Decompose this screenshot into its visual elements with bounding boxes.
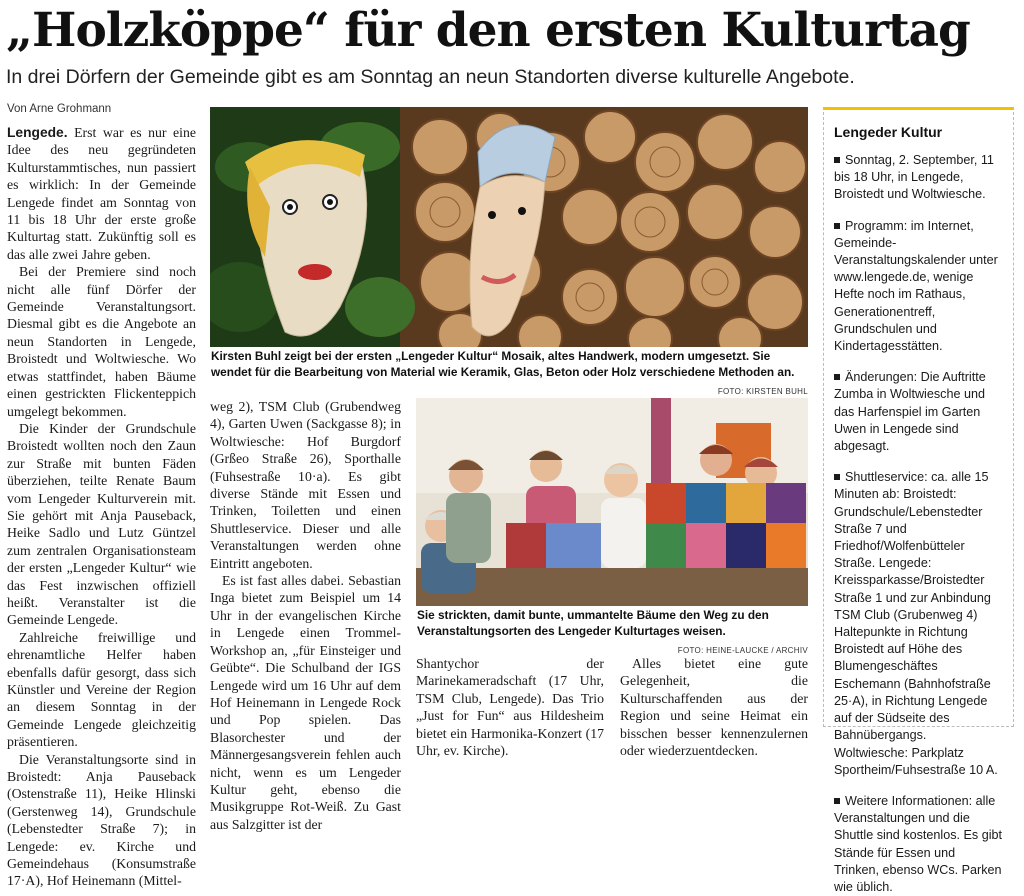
square-bullet-icon (834, 798, 840, 804)
square-bullet-icon (834, 374, 840, 380)
info-box-item: Weitere Informationen: alle Veranstaltungen und die Shuttle sind kostenlos. Es gibt Stände für Essen und Trinken, ebenso WCs. Parken wie üblich. (834, 793, 1003, 894)
lead-word: Lengede. (7, 125, 68, 140)
knitting-photo (416, 398, 808, 606)
article-paragraph: Lengede. Erst war es nur eine Idee des neu gegründeten Kulturstammtisches, nun passiert es wirklich: In der Gemeinde Lengede findet am Sonntag von 11 bis 18 Uhr der erste große Kulturtag statt. Zukünftig soll es das alle zwei Jahre geben. (7, 125, 196, 262)
knitting-photo-credit: FOTO: HEINE-LAUCKE / ARCHIV (677, 646, 808, 655)
article-paragraph: Alles bietet eine gute Gelegenheit, die Kulturschaffenden aus der Region und seine Heimat ein bisschen besser kennenzulernen oder wiederzuentdecken. (620, 656, 808, 759)
article-column-2 (210, 398, 401, 833)
byline: Von Arne Grohmann (7, 103, 112, 115)
square-bullet-icon (834, 474, 840, 480)
info-box (823, 107, 1014, 894)
article-paragraph: Die Veranstaltungsorte sind in Broistedt: Anja Pauseback (Ostenstraße 11), Heike Hlinski (Gerstenweg 14), Grundschule (Lebenstedter Straße 7); in Lengede: ev. Kirche und Gemeindehaus (Konsumstraße 17·A), Hof Heinemann (Mittel- (7, 751, 196, 889)
info-box-item: Sonntag, 2. September, 11 bis 18 Uhr, in Lengede, Broistedt und Woltwiesche. (834, 153, 994, 202)
article-paragraph: Es ist fast alles dabei. Sebastian Inga bietet zum Beispiel um 14 Uhr in der evangelischen Kirche in Lengede einen Trommel-Workshop an, „für Einsteiger und Geübte“. Die Schulband der IGS Lengede wird um 16 Uhr auf dem Hof Heinemann in Lengede Rock und Pop spielen. Das Blasorchester und der Männergesangsverein fehlen auch nicht, wenn es um Lengeder Kultur geht, ebenso die Musikgruppe Rot-Weiß. Zu Gast aus Salzgitter ist der (210, 573, 401, 832)
info-box-item: Änderungen: Die Auftritte Zumba in Woltwiesche und das Harfenspiel im Garten Uwen in Lengede sind abgesagt. (834, 370, 986, 454)
mosaic-photo-credit: FOTO: KIRSTEN BUHL (717, 387, 808, 396)
headline: „Holzköppe“ für den ersten Kulturtag (6, 3, 970, 58)
subheadline: In drei Dörfern der Gemeinde gibt es am Sonntag an neun Standorten diverse kulturelle Angebote. (6, 66, 855, 88)
knitting-photo-caption: Sie strickten, damit bunte, ummantelte Bäume den Weg zu den Veranstaltungsorten des Lengeder Kulturtages weisen. FOTO: HEINE-LAUCKE / ARCHIV (417, 608, 808, 659)
mosaic-photo-image (210, 107, 808, 347)
article-paragraph: Die Kinder der Grundschule Broistedt wollten noch den Zaun zur Straße mit bunten Fäden überziehen, teilte Renate Baum vom Lengeder Kulturverein mit. Sie gehört mit Anja Pauseback, Heike Sadlo und Lutz Güntzel zum zentralen Organisationsteam der ersten „Lengeder Kultur“ wie das Fest inzwischen offiziell heißt. Veranstalter ist die Gemeinde Lengede. (7, 420, 196, 628)
article-paragraph: weg 2), TSM Club (Grubendweg 4), Garten Uwen (Sackgasse 8); in Woltwiesche: Hof Burgdorf (Grßeo Straße 26), Sporthalle (Fuhsestraße 10·a). Es gibt diverse Stände mit Essen und Trinken, Toiletten und einen Shuttleservice. Dieser und alle Veranstaltungen werden ohne Eintritt angeboten. (210, 399, 401, 571)
article-column-4 (620, 655, 808, 759)
article-paragraph: Shantychor der Marinekameradschaft (17 Uhr, TSM Club, Lengede). Das Trio „Just for Fun“ aus Hildesheim bietet ein Harmonika-Konzert (17 Uhr, ev. Kirche). (416, 656, 604, 759)
info-box-item: Programm: im Internet, Gemeinde-Veranstaltungskalender unter www.lengede.de, wenige Hefte noch im Rathaus, Generationentreff, Grundschulen und Kindertagesstätten. (834, 218, 998, 354)
article-column-3 (416, 655, 604, 759)
knitting-photo-image (416, 398, 808, 606)
info-box-item: Shuttleservice: ca. alle 15 Minuten ab: Broistedt: Grundschule/Lebenstedter Straße 7 und Friedhof/Wolfenbütteler Straße. Lengede: Kreissparkasse/Broistedter Straße 1 und zur Anbindung TSM Club (Grubenweg 4) Haltepunkte in Richtung Broistedt auf Höhe des Blumengeschäftes Eschemann (Bahnhofstraße 25·A), in Richtung Lengede auf der Südseite des Bahnübergangs. Woltwiesche: Parkplatz Sportheim/Fuhsestraße 10 A. (834, 470, 998, 777)
square-bullet-icon (834, 157, 840, 163)
mosaic-photo (210, 107, 808, 347)
info-box-title: Lengeder Kultur (834, 124, 943, 140)
article-paragraph: Bei der Premiere sind noch nicht alle fünf Dörfer der Gemeinde Veranstaltungsort. Diesmal gibt es die Angebote an neun Standorten in Lengede, Broistedt und Woltwiesche. Wo etwas stattfindet, haben Bäume einen gestrickten Flickenteppich umgelegt bekommen. (7, 264, 196, 419)
article-paragraph: Zahlreiche freiwillige und ehrenamtliche Helfer haben ebenfalls dafür gesorgt, dass sich Künstler und Vereine der Region an diesem Sonntag in der Gemeinde Lengede gleichzeitig präsentieren. (7, 629, 196, 750)
square-bullet-icon (834, 223, 840, 229)
article-column-1 (7, 124, 196, 890)
mosaic-photo-caption: Kirsten Buhl zeigt bei der ersten „Lengeder Kultur“ Mosaik, altes Handwerk, modern umgesetzt. Sie wendet für die Bearbeitung von Material wie Keramik, Glas, Beton oder Holz verschiedene Methoden an. FOTO: KIRSTEN BUHL (211, 349, 808, 400)
